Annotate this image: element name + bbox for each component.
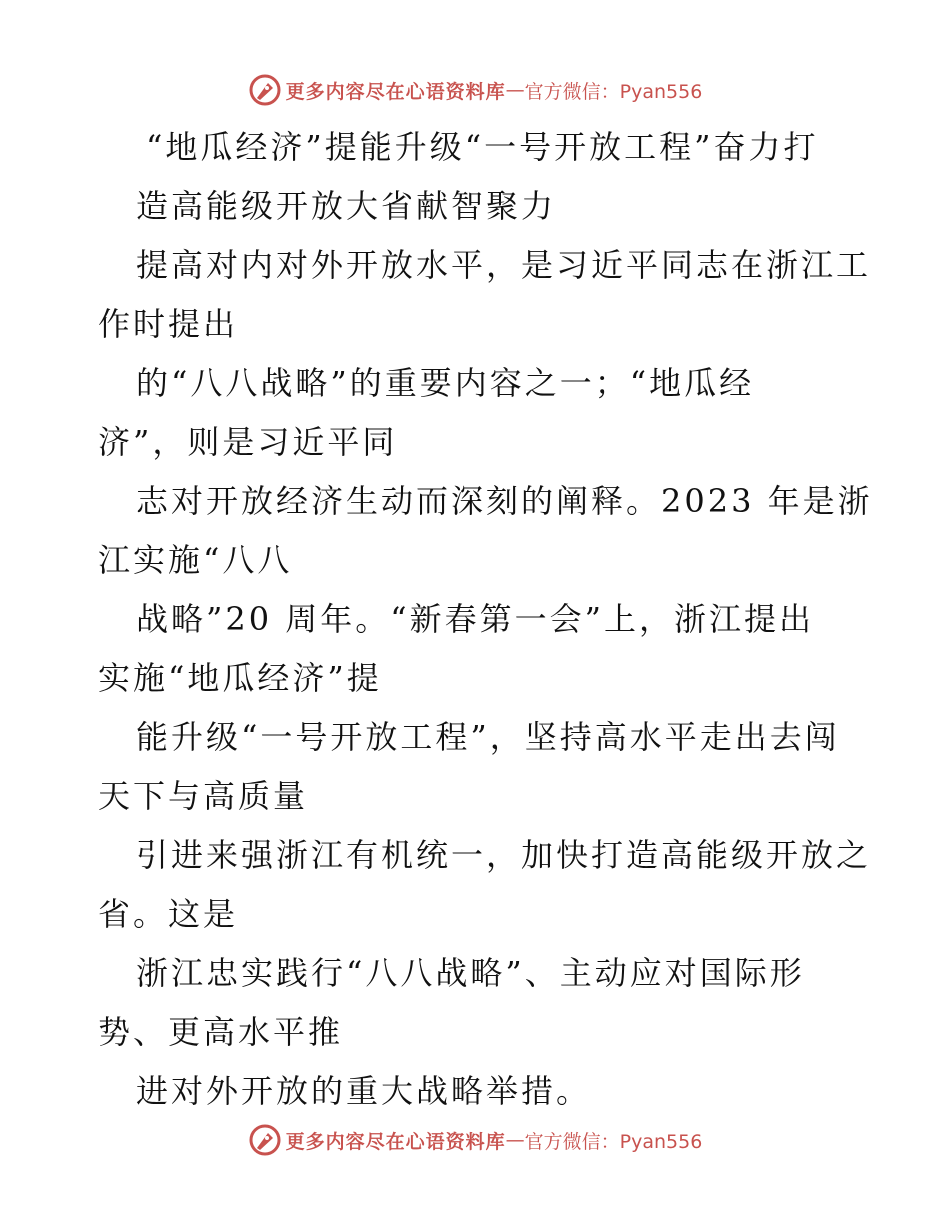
watermark-dash: — (505, 79, 525, 101)
doc-line: 能升级“一号开放工程”，坚持高水平走出去闯 (136, 718, 840, 756)
doc-line: 实施“地瓜经济”提 (98, 659, 382, 697)
doc-line: 志对开放经济生动而深刻的阐释。2023 年是浙 (136, 482, 873, 520)
watermark-wechat-text: 官方微信：Pyan556 (524, 80, 703, 103)
doc-line: 引进来强浙江有机统一，加快打造高能级开放之 (136, 836, 872, 874)
doc-line: 势、更高水平推 (98, 1013, 344, 1051)
watermark-header (0, 70, 950, 110)
doc-line: 天下与高质量 (98, 777, 309, 815)
doc-line: 浙江忠实践行“八八战略”、主动应对国际形 (136, 954, 805, 992)
watermark-main-text: 更多内容尽在心语资料库 (285, 80, 506, 103)
doc-line: 江实施“八八 (98, 541, 293, 579)
doc-line: 作时提出 (98, 305, 239, 343)
watermark-wechat-text: 官方微信：Pyan556 (524, 1130, 703, 1153)
doc-line: 提高对内对外开放水平，是习近平同志在浙江工 (136, 246, 872, 284)
doc-line: 进对外开放的重大战略举措。 (136, 1072, 592, 1110)
doc-line: 的“八八战略”的重要内容之一；“地瓜经 (136, 364, 755, 402)
pen-nib-seal-icon (248, 73, 282, 107)
watermark-main-text: 更多内容尽在心语资料库 (285, 1130, 506, 1153)
doc-title-line-1: “地瓜经济”提能升级“一号开放工程”奋力打 (146, 128, 819, 166)
doc-line: 济”，则是习近平同 (98, 423, 398, 461)
watermark-footer (0, 1120, 950, 1160)
watermark-dash: — (505, 1129, 525, 1151)
doc-line: 战略”20 周年。“新春第一会”上，浙江提出 (136, 600, 814, 638)
doc-line: 省。这是 (98, 895, 239, 933)
pen-nib-seal-icon (248, 1123, 282, 1157)
doc-title-line-2: 造高能级开放大省献智聚力 (136, 187, 557, 225)
